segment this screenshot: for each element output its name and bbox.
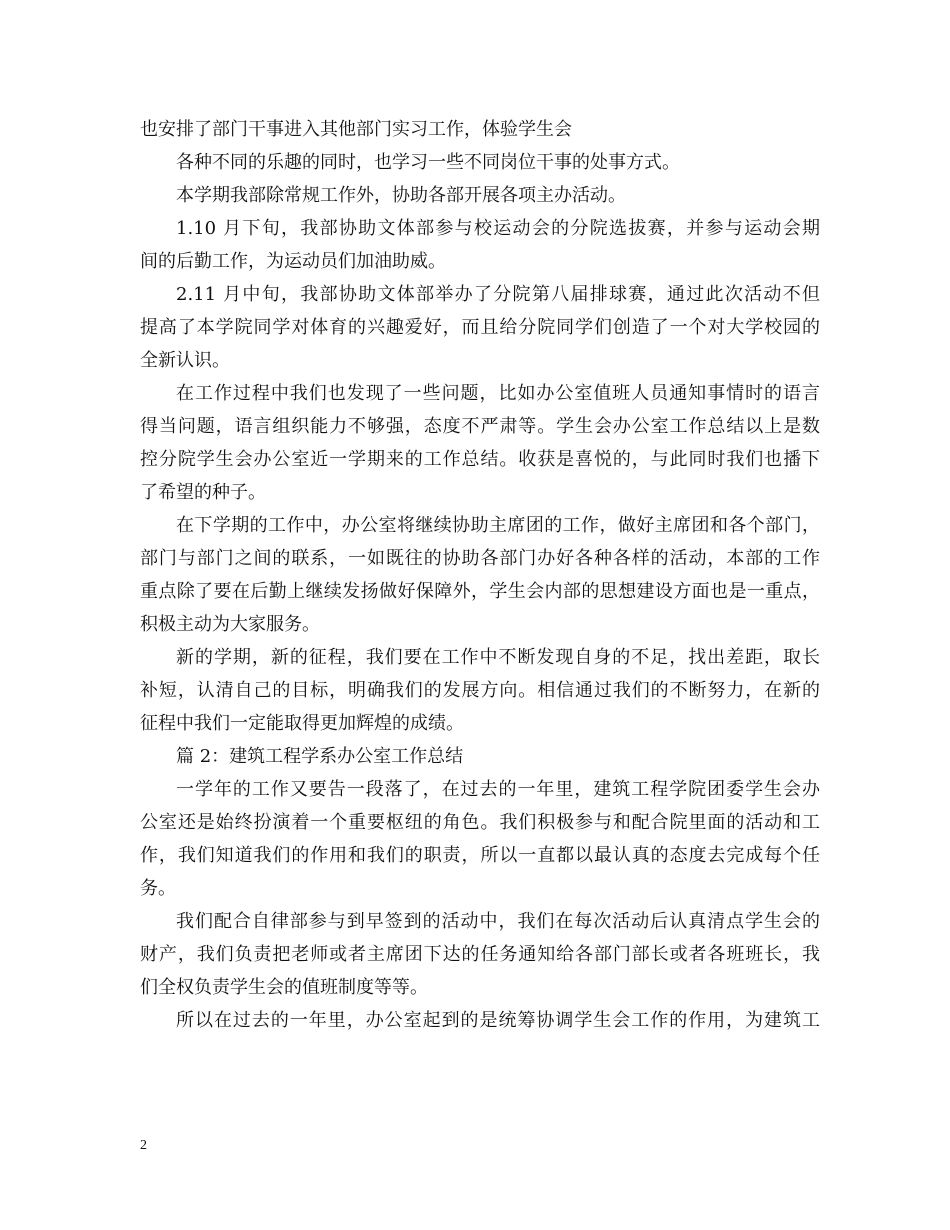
paragraph (140, 773, 820, 905)
text-line: 重点除了要在后勤上继续发扬做好保障外，学生会内部的思想建设方面也是一重点， (140, 581, 820, 602)
text-line: 本学期我部除常规工作外，协助各部开展各项主办活动。 (176, 185, 626, 206)
text-line: 2.11 月中旬，我部协助文体部举办了分院第八届排球赛，通过此次活动不但 (176, 284, 820, 305)
text-line: 所以在过去的一年里，办公室起到的是统筹协调学生会工作的作用，为建筑工 (176, 1010, 820, 1031)
text-line: 在下学期的工作中，办公室将继续协助主席团的工作，做好主席团和各个部门， (176, 515, 820, 536)
paragraph (140, 212, 820, 278)
paragraph (140, 278, 820, 377)
paragraph (140, 1004, 820, 1037)
text-line: 务。 (140, 878, 176, 899)
text-line: 作，我们知道我们的作用和我们的职责，所以一直都以最认真的态度去完成每个任 (140, 845, 820, 866)
paragraph (140, 179, 820, 212)
text-line: 财产，我们负责把老师或者主席团下达的任务通知给各部门部长或者各班班长，我 (140, 944, 820, 965)
text-line: 全新认识。 (140, 350, 230, 371)
text-line: 补短，认清自己的目标，明确我们的发展方向。相信通过我们的不断努力，在新的 (140, 680, 820, 701)
text-line: 征程中我们一定能取得更加辉煌的成绩。 (140, 713, 464, 734)
text-line: 在工作过程中我们也发现了一些问题，比如办公室值班人员通知事情时的语言 (176, 383, 820, 404)
paragraph (140, 146, 820, 179)
text-line: 控分院学生会办公室近一学期来的工作总结。收获是喜悦的，与此同时我们也播下 (140, 449, 820, 470)
document-body (140, 113, 820, 1037)
text-line: 篇 2：建筑工程学系办公室工作总结 (176, 746, 464, 767)
text-line: 我们配合自律部参与到早签到的活动中，我们在每次活动后认真清点学生会的 (176, 911, 820, 932)
text-line: 一学年的工作又要告一段落了，在过去的一年里，建筑工程学院团委学生会办 (176, 779, 820, 800)
paragraph (140, 641, 820, 740)
paragraph (140, 509, 820, 641)
text-line: 公室还是始终扮演着一个重要枢纽的角色。我们积极参与和配合院里面的活动和工 (140, 812, 820, 833)
text-line: 各种不同的乐趣的同时，也学习一些不同岗位干事的处事方式。 (176, 152, 680, 173)
text-line: 提高了本学院同学对体育的兴趣爱好，而且给分院同学们创造了一个对大学校园的 (140, 317, 820, 338)
text-line: 间的后勤工作，为运动员们加油助威。 (140, 251, 446, 272)
text-line: 部门与部门之间的联系，一如既往的协助各部门办好各种各样的活动，本部的工作 (140, 548, 820, 569)
text-line: 了希望的种子。 (140, 482, 266, 503)
text-line: 也安排了部门干事进入其他部门实习工作，体验学生会 (140, 119, 572, 140)
page-number: 2 (140, 1138, 147, 1153)
paragraph (140, 377, 820, 509)
paragraph (140, 905, 820, 1004)
text-line: 新的学期，新的征程，我们要在工作中不断发现自身的不足，找出差距，取长 (176, 647, 820, 668)
text-line: 1.10 月下旬，我部协助文体部参与校运动会的分院选拔赛，并参与运动会期 (176, 218, 820, 239)
text-line: 得当问题，语言组织能力不够强，态度不严肃等。学生会办公室工作总结以上是数 (140, 416, 820, 437)
text-line: 们全权负责学生会的值班制度等等。 (140, 977, 428, 998)
paragraph (140, 113, 820, 146)
section-heading (140, 740, 820, 773)
text-line: 积极主动为大家服务。 (140, 614, 320, 635)
